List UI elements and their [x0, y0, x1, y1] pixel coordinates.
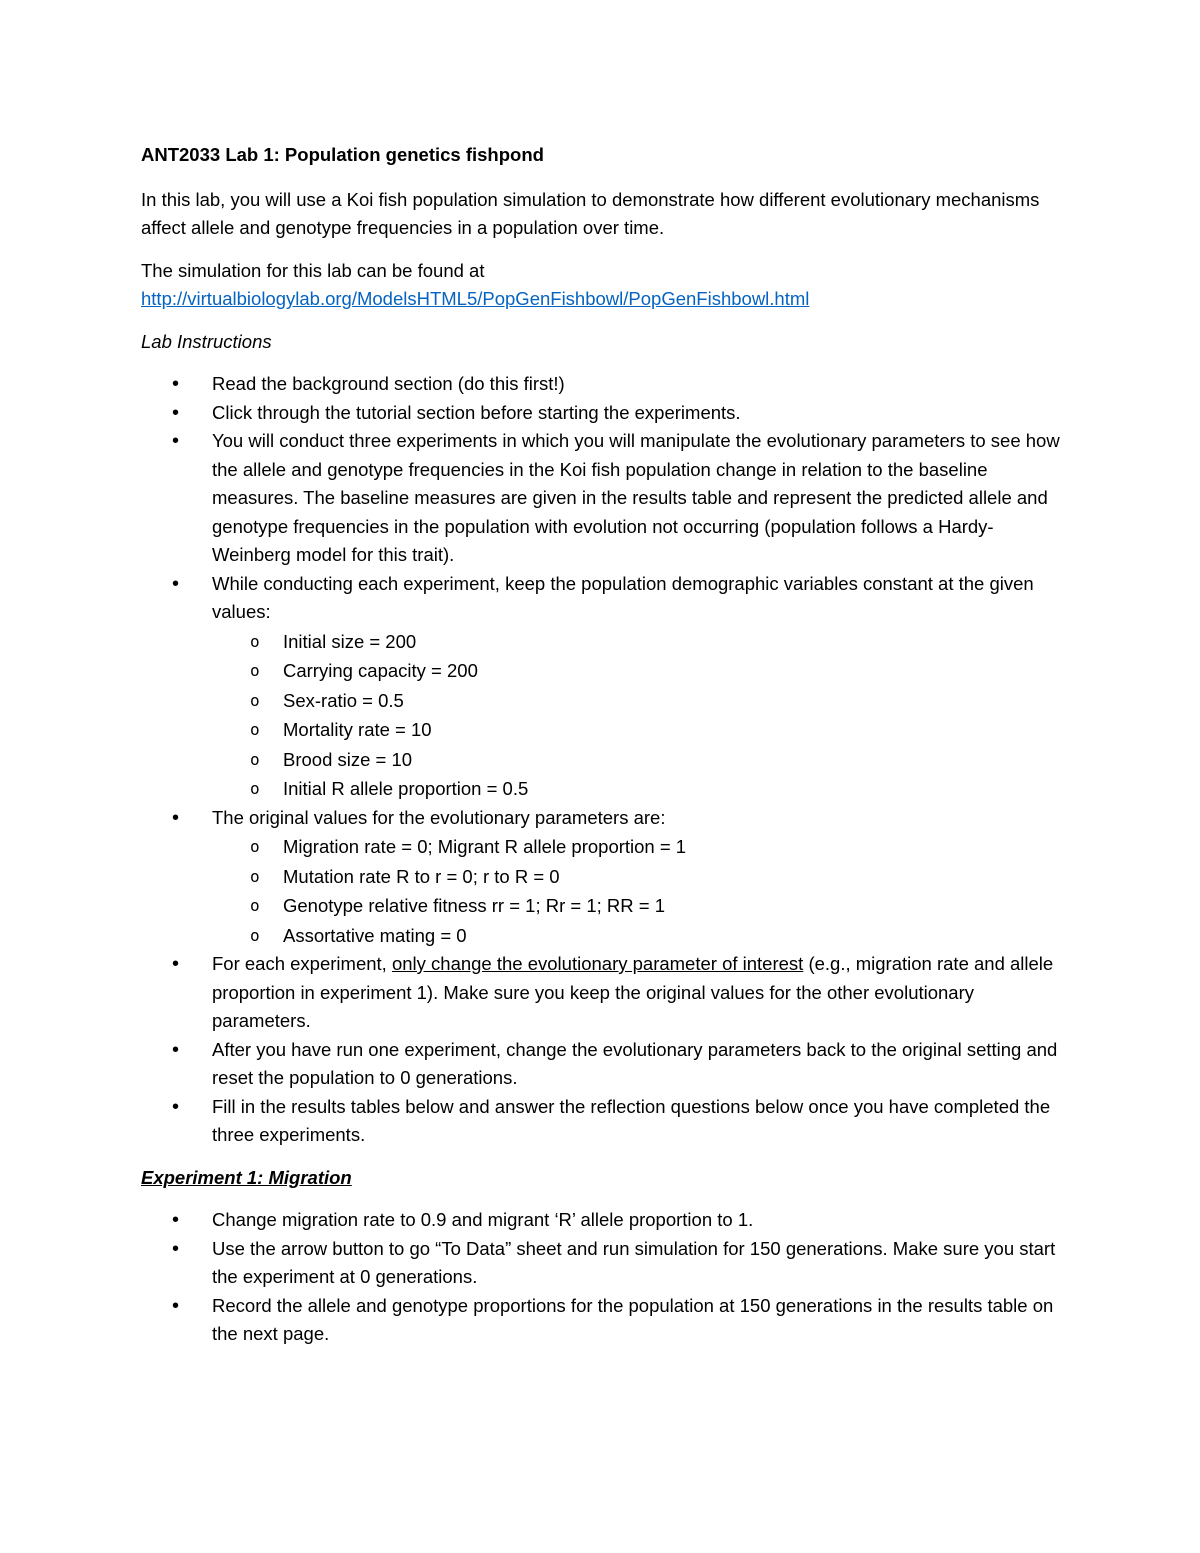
- experiment-1-item: • Use the arrow button to go “To Data” sheet and run simulation for 150 generations. Make sure you start the experiment at 0 generations.: [141, 1235, 1061, 1292]
- experiment-1-heading: Experiment 1: Migration: [141, 1166, 352, 1188]
- simulation-paragraph: [141, 257, 1061, 314]
- simulation-link[interactable]: http://virtualbiologylab.org/ModelsHTML5/PopGenFishbowl/PopGenFishbowl.html: [141, 288, 810, 309]
- instruction-text: (e.g., migration rate and allele proportion in experiment 1). Make sure you keep the original values for the other evolutionary parameters.: [212, 953, 1054, 1031]
- instruction-text: Read the background section (do this first!): [212, 373, 565, 394]
- emphasis-text: only change the evolutionary parameter of interest: [391, 953, 804, 974]
- instruction-text: After you have run one experiment, change the evolutionary parameters back to the original setting and reset the population to 0 generations.: [212, 1038, 1058, 1088]
- instructions-list: [141, 370, 1061, 1150]
- experiment-1-list: [141, 1206, 1061, 1349]
- document-title: ANT2033 Lab 1: Population genetics fishpond: [141, 144, 544, 165]
- experiment-1-item: • Change migration rate to 0.9 and migrant ‘R’ allele proportion to 1.: [141, 1206, 1061, 1235]
- evo-param-item: o Genotype relative fitness rr = 1; Rr = 1; RR = 1: [212, 891, 1061, 921]
- instruction-text: The original values for the evolutionary parameters are:: [212, 806, 666, 828]
- instruction-item: [141, 399, 1061, 428]
- demographic-item: o Initial size = 200: [212, 627, 1061, 657]
- instruction-item: [141, 950, 1061, 1036]
- instruction-item: [141, 1036, 1061, 1093]
- demographic-item: o Carrying capacity = 200: [212, 656, 1061, 686]
- instruction-text: Fill in the results tables below and answer the reflection questions below once you have completed the three experiments.: [212, 1095, 1051, 1145]
- instruction-text: You will conduct three experiments in which you will manipulate the evolutionary parameters to see how the allele and genotype frequencies in the Koi fish population change in relation to the baseline measures. The baseline measures are given in the results table and represent the predicted allele and genotype frequencies in the population with evolution not occurring (population follows a Hardy-Weinberg model for this trait).: [212, 430, 1060, 565]
- document-page: [141, 141, 1061, 1363]
- demographic-item: o Mortality rate = 10: [212, 715, 1061, 745]
- demographics-list: [212, 627, 1061, 804]
- evo-param-item: o Mutation rate R to r = 0; r to R = 0: [212, 862, 1061, 892]
- instruction-item: [141, 570, 1061, 804]
- lab-instructions-heading: Lab Instructions: [141, 330, 272, 352]
- demographic-item: o Initial R allele proportion = 0.5: [212, 774, 1061, 804]
- instruction-item: [141, 804, 1061, 951]
- simulation-text: The simulation for this lab can be found at: [141, 259, 485, 281]
- evo-param-item: o Migration rate = 0; Migrant R allele proportion = 1: [212, 832, 1061, 862]
- demographic-item: o Sex-ratio = 0.5: [212, 686, 1061, 716]
- evo-param-item: o Assortative mating = 0: [212, 921, 1061, 951]
- experiment-1-item: • Record the allele and genotype proportions for the population at 150 generations in the results table on the next page.: [141, 1292, 1061, 1349]
- instruction-item: [141, 427, 1061, 570]
- instruction-item: [141, 370, 1061, 399]
- intro-paragraph: In this lab, you will use a Koi fish population simulation to demonstrate how different evolutionary mechanisms affect allele and genotype frequencies in a population over time.: [141, 188, 1040, 238]
- instruction-text: While conducting each experiment, keep the population demographic variables constant at the given values:: [212, 572, 1034, 622]
- evo-params-list: [212, 832, 1061, 950]
- instruction-text: Click through the tutorial section before starting the experiments.: [212, 401, 741, 423]
- demographic-item: o Brood size = 10: [212, 745, 1061, 775]
- instruction-text: For each experiment,: [212, 953, 392, 974]
- instruction-item: [141, 1093, 1061, 1150]
